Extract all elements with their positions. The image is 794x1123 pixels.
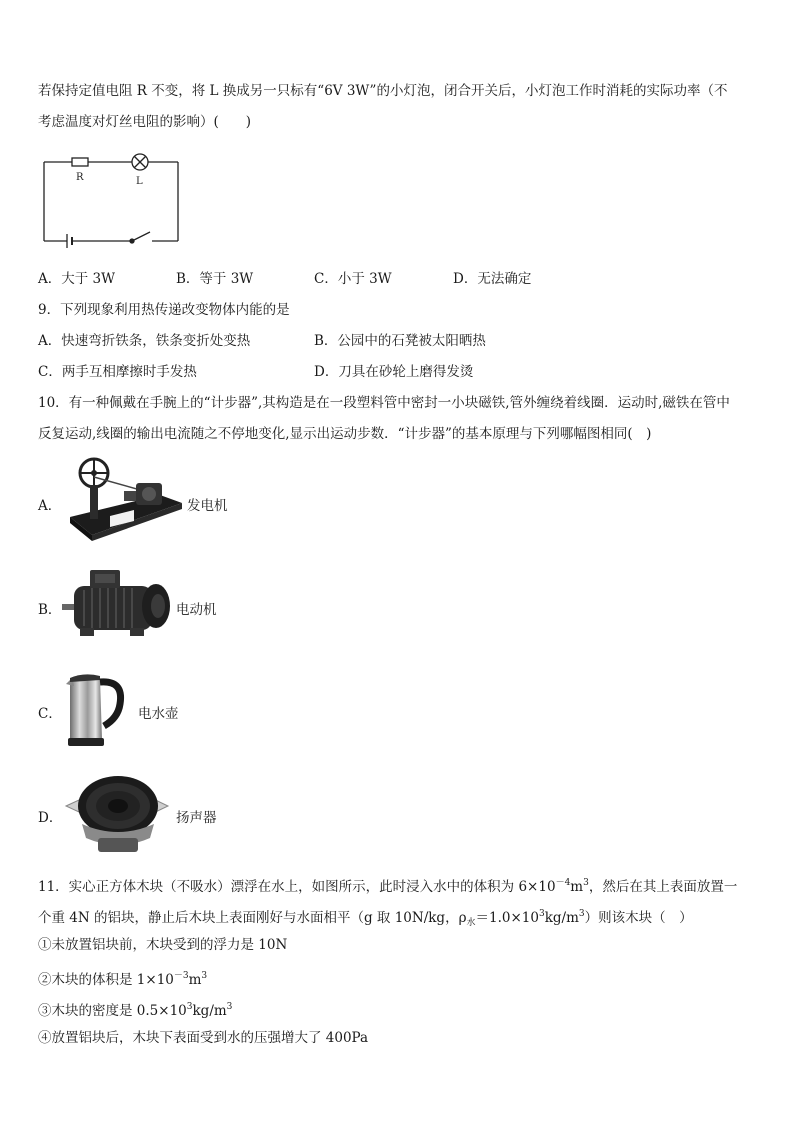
- q8-option-c: C．小于 3W: [314, 271, 392, 287]
- q11-statement-2: [38, 966, 207, 990]
- q10-option-c-letter: C．: [38, 706, 62, 722]
- q10-option-b-letter: B．: [38, 602, 62, 618]
- q11-line2-part-b: ＝1.0×10: [475, 910, 539, 926]
- q11-line1-part-c: ，然后在其上表面放置一: [588, 879, 738, 895]
- q11-statement-3: [38, 997, 232, 1021]
- kettle-icon: [64, 670, 128, 748]
- q11-statement-1-text: ①未放置铝块前，木块受到的浮力是 10N: [38, 937, 288, 953]
- speaker-icon: [62, 766, 172, 858]
- q11-line1-exponent2: 3: [583, 878, 589, 888]
- q11-line1-exponent: －4: [555, 878, 571, 888]
- q10-option-d-label: 扬声器: [176, 810, 217, 826]
- resistor-icon: [72, 158, 88, 166]
- q11-statement-1: [38, 935, 287, 955]
- q10-option-c-label: 电水壶: [138, 706, 179, 722]
- q10-option-a-letter: A．: [38, 498, 62, 514]
- q9-option-d: D．刀具在砂轮上磨得发烫: [314, 364, 474, 380]
- q11-statement-2-unit: m: [188, 972, 202, 988]
- q11-statement-3-exponent: 3: [186, 1002, 193, 1012]
- q10-option-a-label: 发电机: [187, 498, 228, 514]
- q11-line2-part-a: 个重 4N 的铝块，静止后木块上表面刚好与水面相平（g 取 10N/kg，ρ: [38, 910, 467, 926]
- q11-line1-part-a: 11．实心正方体木块（不吸水）漂浮在水上，如图所示，此时浸入水中的体积为 6×10: [38, 879, 556, 895]
- q10-option-d-letter: D．: [38, 810, 63, 826]
- q8-stem-line2: 考虑温度对灯丝电阻的影响）( ): [38, 114, 252, 130]
- q11-line2-exponent: 3: [539, 909, 545, 919]
- q9-stem: 9．下列现象利用热传递改变物体内能的是: [38, 302, 290, 318]
- q8-option-d: D．无法确定: [453, 271, 532, 287]
- resistor-label: R: [76, 172, 84, 183]
- q10-stem-line2: 反复运动,线圈的输出电流随之不停地变化,显示出运动步数．“计步器”的基本原理与下列哪幅图相同( ): [38, 426, 652, 442]
- q11-statement-2-exponent2: 3: [201, 971, 208, 981]
- q11-statement-2-exponent: －3: [173, 971, 189, 981]
- q11-line2-exponent2: 3: [578, 909, 585, 919]
- q11-statement-2-text: ②木块的体积是 1×10: [38, 972, 174, 988]
- lamp-label: L: [136, 176, 143, 187]
- switch-icon: [130, 239, 134, 243]
- q10-option-b-label: 电动机: [176, 602, 217, 618]
- q11-statement-4-text: ④放置铝块后，木块下表面受到水的压强增大了 400Pa: [38, 1030, 369, 1046]
- q11-line2-part-c: kg/m: [544, 910, 579, 926]
- q8-option-a: A．大于 3W: [38, 271, 116, 287]
- q11-statement-3-exponent2: 3: [226, 1002, 233, 1012]
- q11-statement-3-text: ③木块的密度是 0.5×10: [38, 1003, 187, 1019]
- q9-option-c: C．两手互相摩擦时手发热: [38, 364, 197, 380]
- q11-statement-4: [38, 1028, 368, 1048]
- q11-stem-line2: [38, 904, 693, 933]
- q11-line2-part-d: ）则该木块（ ）: [584, 910, 693, 926]
- q11-statement-3-unit: kg/m: [192, 1003, 227, 1019]
- q9-option-a: A．快速弯折铁条，铁条变折处变热: [38, 333, 251, 349]
- q10-stem-line1: 10．有一种佩戴在手腕上的“计步器”,其构造是在一段塑料管中密封一小块磁铁,管外缠绕着线圈．运动时,磁铁在管中: [38, 395, 730, 411]
- circuit-diagram: [38, 148, 183, 248]
- q11-stem-line1: [38, 873, 737, 897]
- q8-option-b: B．等于 3W: [176, 271, 254, 287]
- q11-line2-subscript: 水: [466, 918, 476, 928]
- q11-line1-part-b: m: [570, 879, 584, 895]
- motor-icon: [62, 566, 172, 642]
- q8-stem-line1: 若保持定值电阻 R 不变，将 L 换成另一只标有“6V 3W”的小灯泡，闭合开关后，小灯泡工作时消耗的实际功率（不: [38, 83, 728, 99]
- generator-icon: [66, 455, 184, 543]
- q9-option-b: B．公园中的石凳被太阳晒热: [314, 333, 486, 349]
